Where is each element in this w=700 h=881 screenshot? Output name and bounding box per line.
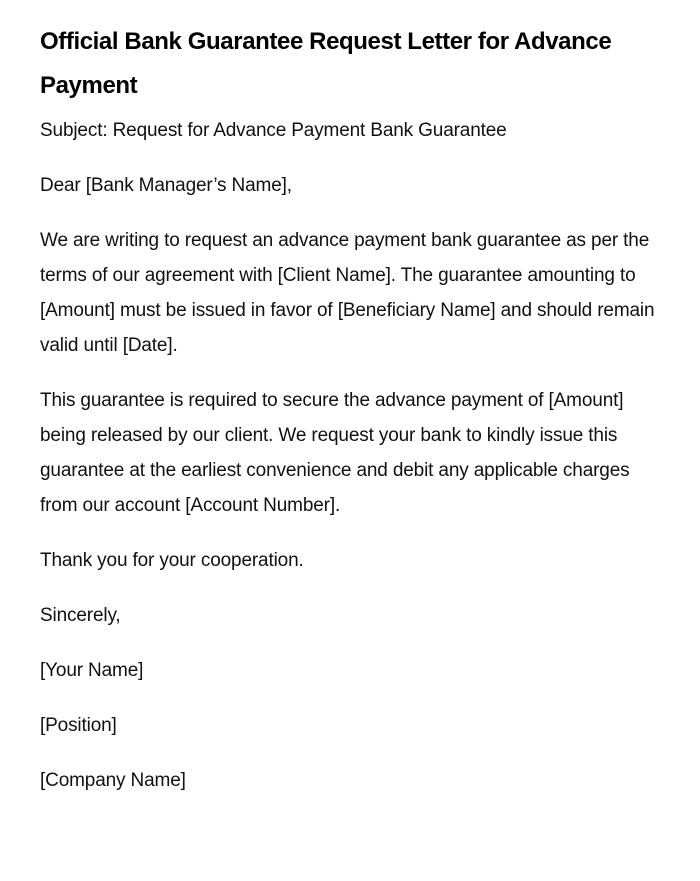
- letter-title: Official Bank Guarantee Request Letter for Advance Payment: [40, 28, 612, 99]
- signature-position: [Position]: [40, 715, 117, 736]
- thanks-line: Thank you for your cooperation.: [40, 550, 304, 571]
- signature-company: [Company Name]: [40, 770, 186, 791]
- salutation: Dear [Bank Manager’s Name],: [40, 175, 292, 196]
- body-paragraph-request: We are writing to request an advance payment bank guarantee as per the terms of our agreement with [Client Name]. The guarantee amounting to [Amount] must be issued in favor of [Beneficiary Name] and should remain valid until [Date].: [40, 230, 655, 356]
- subject-line: Subject: Request for Advance Payment Bank Guarantee: [40, 120, 507, 141]
- signature-name: [Your Name]: [40, 660, 144, 681]
- body-paragraph-purpose: This guarantee is required to secure the advance payment of [Amount] being released by our client. We request your bank to kindly issue this guarantee at the earliest convenience and debit any applicable charges from our account [Account Number].: [40, 390, 630, 516]
- closing-line: Sincerely,: [40, 605, 121, 626]
